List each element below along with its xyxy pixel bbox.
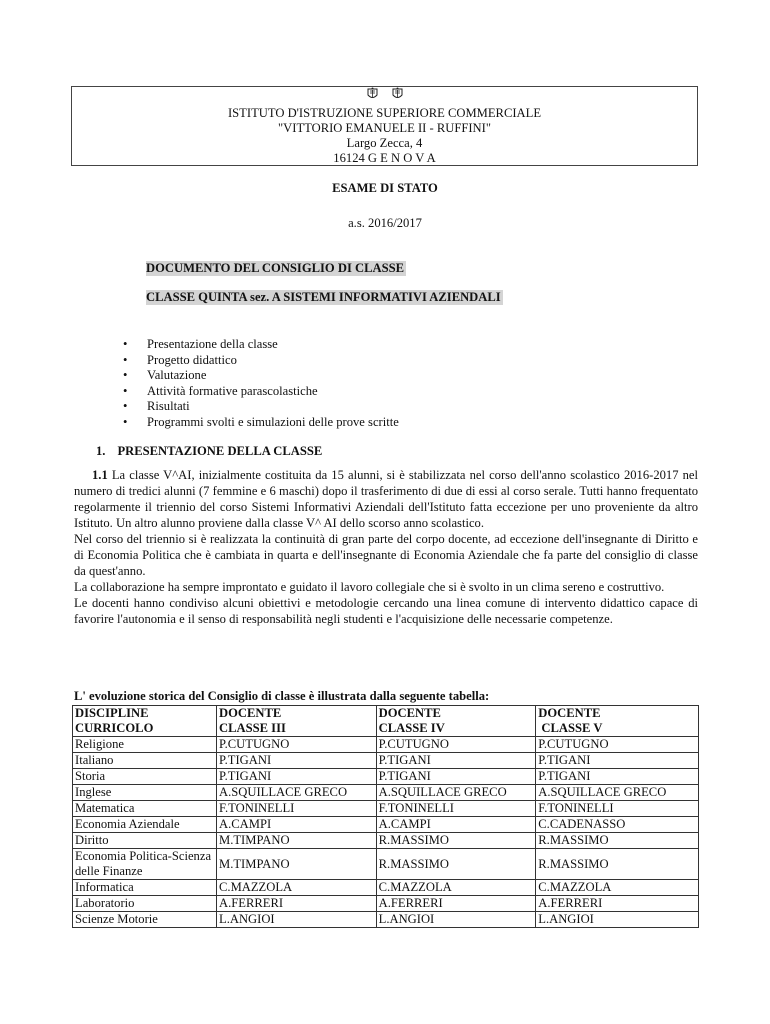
teacher-cell: R.MASSIMO (536, 833, 699, 849)
class-title: CLASSE QUINTA sez. A SISTEMI INFORMATIVI AZIENDALI (146, 290, 501, 304)
teacher-cell: P.CUTUGNO (536, 737, 699, 753)
subject-cell: Scienze Motorie (73, 912, 217, 928)
teacher-cell: A.CAMPI (217, 817, 377, 833)
header-cell: DISCIPLINE CURRICOLO (73, 706, 217, 737)
toc-item: • Valutazione (123, 368, 207, 382)
exam-title: ESAME DI STATO (332, 181, 438, 195)
teacher-cell: P.TIGANI (376, 769, 536, 785)
teacher-cell: P.CUTUGNO (376, 737, 536, 753)
table-row (73, 769, 699, 785)
table-row (73, 817, 699, 833)
toc-item: • Presentazione della classe (123, 337, 278, 351)
teacher-cell: P.TIGANI (536, 769, 699, 785)
subject-cell: Matematica (73, 801, 217, 817)
teacher-cell: P.CUTUGNO (217, 737, 377, 753)
teacher-cell: R.MASSIMO (536, 849, 699, 880)
subject-cell: Inglese (73, 785, 217, 801)
teacher-cell: F.TONINELLI (376, 801, 536, 817)
section-heading: 1. PRESENTAZIONE DELLA CLASSE (96, 444, 323, 458)
subject-cell: Laboratorio (73, 896, 217, 912)
teacher-cell: R.MASSIMO (376, 833, 536, 849)
table-row (73, 880, 699, 896)
section-body (74, 467, 698, 627)
subject-cell: Economia Aziendale (73, 817, 217, 833)
teacher-cell: A.FERRERI (536, 896, 699, 912)
teacher-cell: P.TIGANI (217, 769, 377, 785)
school-header (71, 86, 698, 166)
table-row (73, 737, 699, 753)
header-cell: DOCENTE CLASSE IV (376, 706, 536, 737)
subject-cell: Religione (73, 737, 217, 753)
subject-cell: Economia Politica-Scienza delle Finanze (73, 849, 217, 880)
table-row (73, 785, 699, 801)
teacher-cell: L.ANGIOI (376, 912, 536, 928)
teacher-cell: C.MAZZOLA (536, 880, 699, 896)
document-title: DOCUMENTO DEL CONSIGLIO DI CLASSE (146, 261, 404, 275)
toc-item: • Risultati (123, 399, 190, 413)
teacher-cell: P.TIGANI (217, 753, 377, 769)
table-row (73, 912, 699, 928)
coat-of-arms-icon (391, 87, 404, 101)
toc-item: • Programmi svolti e simulazioni delle prove scritte (123, 414, 399, 429)
header-cell: DOCENTE CLASSE III (217, 706, 377, 737)
table-caption: L' evoluzione storica del Consiglio di classe è illustrata dalla seguente tabella: (74, 689, 490, 703)
teacher-cell: A.SQUILLACE GRECO (217, 785, 377, 801)
paragraph: 1.1 La classe V^AI, inizialmente costituita da 15 alunni, si è stabilizzata nel corso dell'anno scolastico 2016-2017 nel numero di tredici alunni (7 femmine e 6 maschi) dopo il trasferimento di due di essi al corso serale. Tutti hanno frequentato regolarmente il triennio del corso Sistemi Informativi Aziendali dell'Istituto fatta eccezione per uno proveniente da altro Istituto. Un altro alunno proviene dalla classe V^ AI dello scorso anno scolastico. (74, 468, 698, 530)
teachers-table (72, 705, 699, 928)
table-row (73, 801, 699, 817)
paragraph: Le docenti hanno condiviso alcuni obiettivi e metodologie cercando una linea comune di intervento didattico capace di favorire l'autonomia e il senso di responsabilità negli studenti e l'acquisizione delle necessarie competenze. (74, 596, 698, 626)
teacher-cell: M.TIMPANO (217, 833, 377, 849)
school-address: Largo Zecca, 4 (346, 136, 423, 150)
teacher-cell: C.CADENASSO (536, 817, 699, 833)
school-city: 16124 G E N O V A (333, 151, 436, 165)
teacher-cell: L.ANGIOI (536, 912, 699, 928)
subject-cell: Diritto (73, 833, 217, 849)
teacher-cell: A.FERRERI (376, 896, 536, 912)
teacher-cell: P.TIGANI (376, 753, 536, 769)
teacher-cell: C.MAZZOLA (217, 880, 377, 896)
coat-of-arms-icon (366, 87, 379, 101)
header-cell: DOCENTE CLASSE V (536, 706, 699, 737)
table-of-contents (120, 337, 399, 430)
teacher-cell: L.ANGIOI (217, 912, 377, 928)
teacher-cell: A.CAMPI (376, 817, 536, 833)
table-row (73, 849, 699, 880)
table-row (73, 833, 699, 849)
table-row (73, 753, 699, 769)
teacher-cell: M.TIMPANO (217, 849, 377, 880)
teacher-cell: F.TONINELLI (217, 801, 377, 817)
school-subtitle: "VITTORIO EMANUELE II - RUFFINI" (278, 121, 491, 135)
subject-cell: Italiano (73, 753, 217, 769)
school-name: ISTITUTO D'ISTRUZIONE SUPERIORE COMMERCIALE (227, 106, 542, 120)
paragraph: Nel corso del triennio si è realizzata la continuità di gran parte del corpo docente, ad eccezione dell'insegnante di Diritto e di Economia Politica che è cambiata in quarta e dell'insegnante di Economia Aziendale che fa parte del consiglio di classe da quest'anno. (74, 532, 698, 578)
teacher-cell: P.TIGANI (536, 753, 699, 769)
teacher-cell: C.MAZZOLA (376, 880, 536, 896)
table-header-row (73, 706, 699, 737)
toc-item: • Progetto didattico (123, 352, 237, 367)
toc-item: • Attività formative parascolastiche (123, 383, 318, 398)
paragraph: La collaborazione ha sempre improntato e guidato il lavoro collegiale che si è svolto in un clima sereno e costruttivo. (74, 580, 665, 594)
school-year: a.s. 2016/2017 (348, 216, 422, 230)
subject-cell: Storia (73, 769, 217, 785)
teacher-cell: R.MASSIMO (376, 849, 536, 880)
teacher-cell: A.SQUILLACE GRECO (376, 785, 536, 801)
header-logos (72, 87, 697, 105)
table-row (73, 896, 699, 912)
teacher-cell: F.TONINELLI (536, 801, 699, 817)
teacher-cell: A.FERRERI (217, 896, 377, 912)
subject-cell: Informatica (73, 880, 217, 896)
teacher-cell: A.SQUILLACE GRECO (536, 785, 699, 801)
